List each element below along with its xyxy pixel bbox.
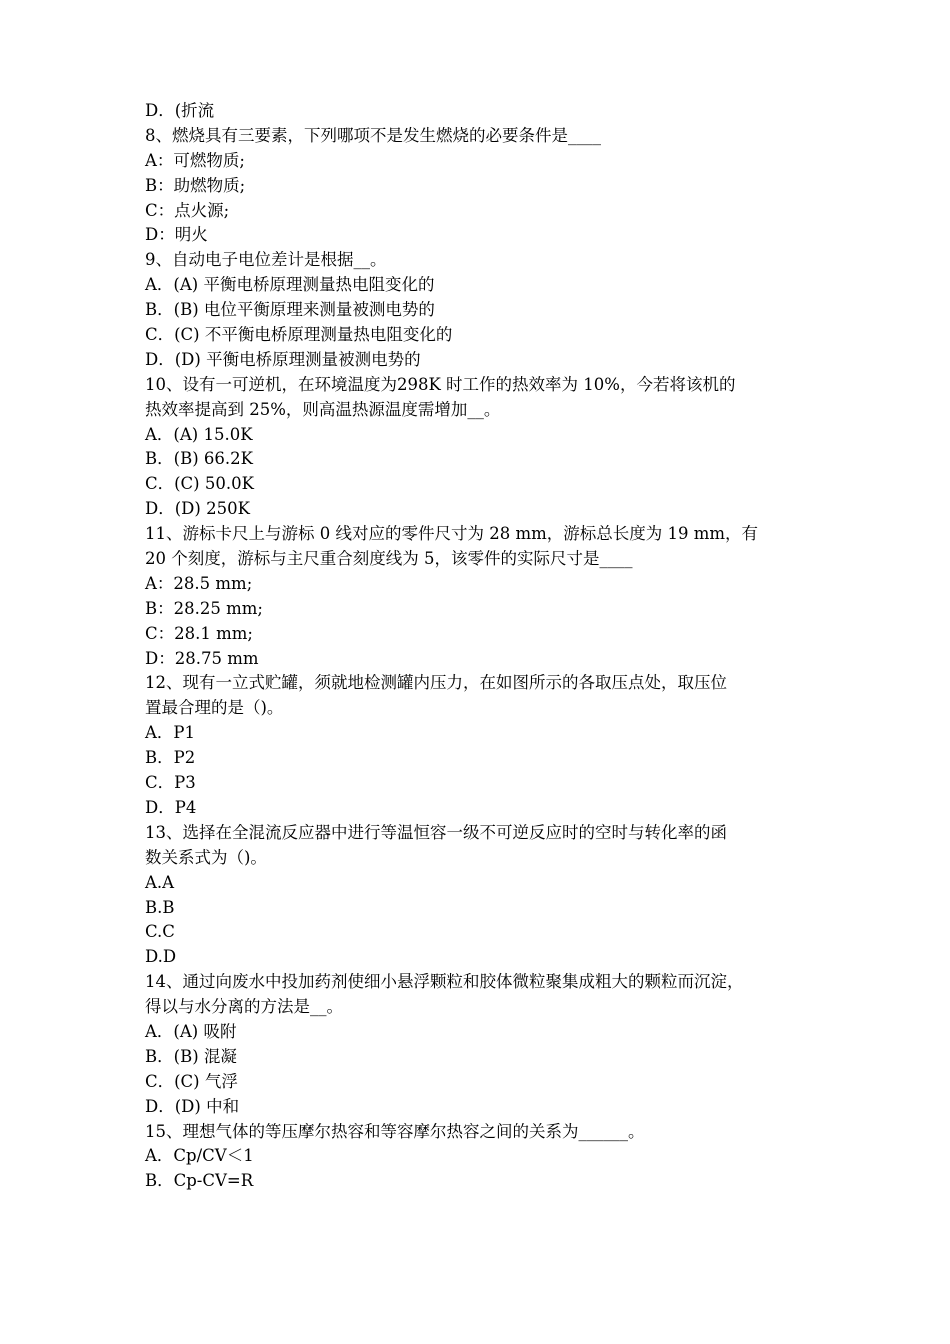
question-14-option-d: D．(D) 中和 xyxy=(145,1096,240,1116)
question-12-option-d: D．P4 xyxy=(145,797,197,817)
question-12-stem-cont: 置最合理的是（)。 xyxy=(145,698,284,718)
question-10-option-d: D．(D) 250K xyxy=(145,499,250,519)
question-13-stem-cont: 数关系式为（)。 xyxy=(145,847,267,867)
question-11-option-c: C：28.1 mm; xyxy=(145,623,253,643)
question-14-option-b: B．(B) 混凝 xyxy=(145,1046,237,1066)
question-11-stem-cont: 20 个刻度，游标与主尺重合刻度线为 5，该零件的实际尺寸是____ xyxy=(145,549,633,569)
question-9-option-b: B．(B) 电位平衡原理来测量被测电势的 xyxy=(145,300,435,320)
question-8-option-d: D：明火 xyxy=(145,225,208,245)
question-15-option-a: A．Cp/CV＜1 xyxy=(145,1146,254,1166)
question-15-option-b: B．Cp-CV=R xyxy=(145,1171,254,1191)
question-13-option-d: D.D xyxy=(145,947,177,967)
question-13-option-b: B.B xyxy=(145,897,175,917)
question-10-option-c: C．(C) 50.0K xyxy=(145,474,254,494)
question-8-option-c: C：点火源; xyxy=(145,200,230,220)
question-13-stem: 13、选择在全混流反应器中进行等温恒容一级不可逆反应时的空时与转化率的函 xyxy=(145,822,727,842)
question-14-option-a: A．(A) 吸附 xyxy=(145,1021,237,1041)
question-12-option-b: B．P2 xyxy=(145,748,196,768)
question-14-option-c: C．(C) 气浮 xyxy=(145,1071,238,1091)
question-11-option-b: B：28.25 mm; xyxy=(145,598,263,618)
question-14-stem-cont: 得以与水分离的方法是__。 xyxy=(145,997,343,1017)
question-8-option-b: B：助燃物质; xyxy=(145,175,246,195)
question-11-option-a: A：28.5 mm; xyxy=(145,573,253,593)
question-12-option-c: C．P3 xyxy=(145,773,196,793)
question-8-stem: 8、燃烧具有三要素，下列哪项不是发生燃烧的必要条件是____ xyxy=(145,125,601,145)
question-9-stem: 9、自动电子电位差计是根据__。 xyxy=(145,250,387,270)
question-8-option-a: A：可燃物质; xyxy=(145,150,245,170)
question-15-stem: 15、理想气体的等压摩尔热容和等容摩尔热容之间的关系为______。 xyxy=(145,1121,645,1141)
question-12-option-a: A．P1 xyxy=(145,723,196,743)
question-10-stem-cont: 热效率提高到 25%，则高温热源温度需增加__。 xyxy=(145,399,501,419)
question-11-stem: 11、游标卡尺上与游标 0 线对应的零件尺寸为 28 mm，游标总长度为 19 mm，有 xyxy=(145,524,759,544)
question-13-option-c: C.C xyxy=(145,922,175,942)
question-9-option-c: C．(C) 不平衡电桥原理测量热电阻变化的 xyxy=(145,325,453,345)
question-13-option-a: A.A xyxy=(145,872,175,892)
question-12-stem: 12、现有一立式贮罐，须就地检测罐内压力，在如图所示的各取压点处，取压位 xyxy=(145,673,727,693)
question-10-option-a: A．(A) 15.0K xyxy=(145,424,253,444)
document-page xyxy=(145,99,825,1194)
question-9-option-a: A．(A) 平衡电桥原理测量热电阻变化的 xyxy=(145,275,435,295)
question-14-stem: 14、通过向废水中投加药剂使细小悬浮颗粒和胶体微粒聚集成粗大的颗粒而沉淀， xyxy=(145,972,744,992)
question-11-option-d: D：28.75 mm xyxy=(145,648,259,668)
text-line: D．(折流 xyxy=(145,101,215,120)
question-10-stem: 10、设有一可逆机，在环境温度为298K 时工作的热效率为 10%，今若将该机的 xyxy=(145,374,736,394)
question-9-option-d: D．(D) 平衡电桥原理测量被测电势的 xyxy=(145,349,421,369)
question-10-option-b: B．(B) 66.2K xyxy=(145,449,253,469)
